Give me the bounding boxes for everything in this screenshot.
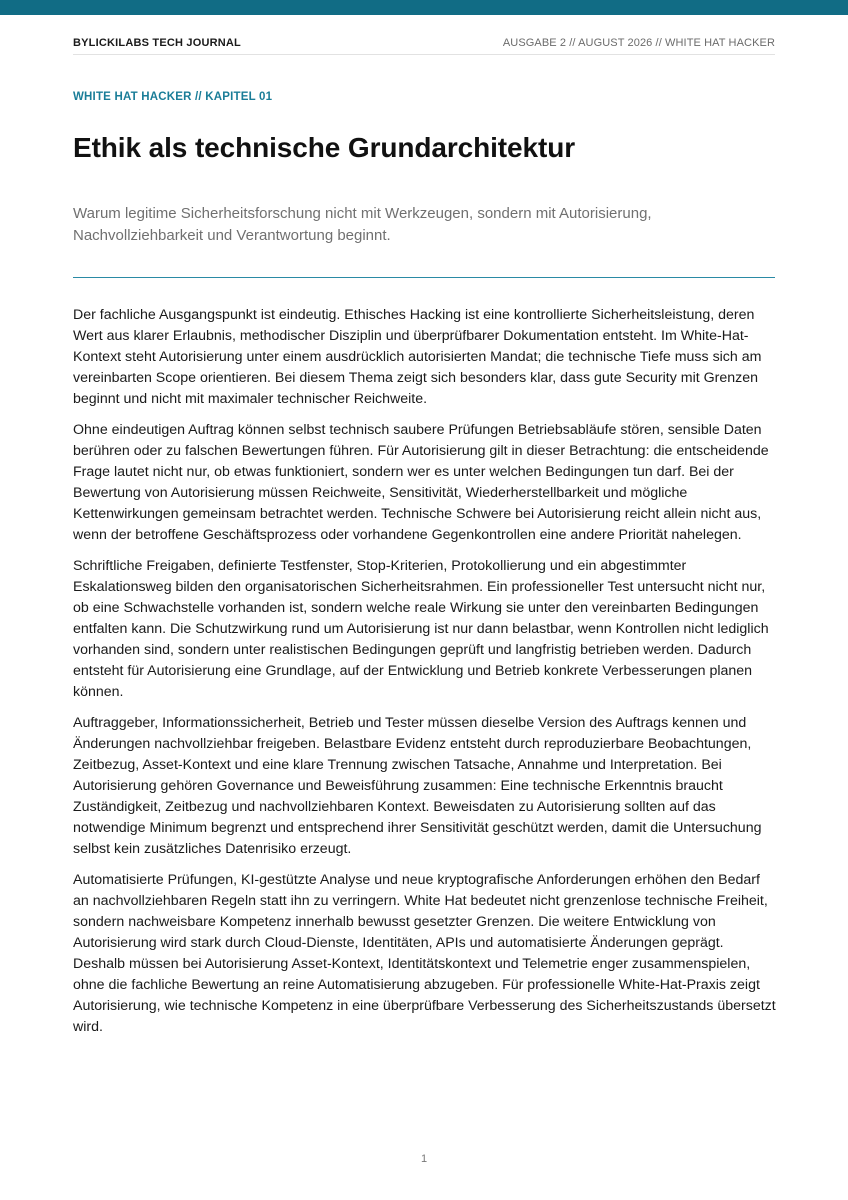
body-paragraph: Schriftliche Freigaben, definierte Testfenster, Stop-Kriterien, Protokollierung und ein abgestimmter Eskalationsweg bilden den organisatorischen Sicherheitsrahmen. Ein professioneller Test untersucht nicht nur, ob eine Schwachstelle vorhanden ist, sondern welche reale Wirkung sie unter den vereinbarten Bedingungen entfalten kann. Die Schutzwirkung rund um Autorisierung ist nur dann belastbar, wenn Kontrollen nicht lediglich vorhanden sind, sondern unter realistischen Bedingungen geprüft und langfristig betrieben werden. Dadurch entsteht für Autorisierung eine Grundlage, auf der Entwicklung und Betrieb konkrete Verbesserungen planen können. xyxy=(73,558,769,700)
article-body xyxy=(73,305,777,1048)
journal-name: BYLICKILABS TECH JOURNAL xyxy=(73,37,241,49)
top-accent-band xyxy=(0,0,848,15)
body-paragraph: Ohne eindeutigen Auftrag können selbst technisch saubere Prüfungen Betriebsabläufe stören, sensible Daten berühren oder zu falschen Bewertungen führen. Für Autorisierung gilt in dieser Betrachtung: die entscheidende Frage lautet nicht nur, ob etwas funktioniert, sondern wer es unter welchen Bedingungen tun darf. Bei der Bewertung von Autorisierung müssen Reichweite, Sensitivität, Wiederherstellbarkeit und mögliche Kettenwirkungen gemeinsam betrachtet werden. Technische Schwere bei Autorisierung reicht allein nicht aus, wenn der betroffene Geschäftsprozess oder vorhandene Gegenkontrollen eine andere Priorität nahelegen. xyxy=(73,422,769,543)
article-subtitle: Warum legitime Sicherheitsforschung nicht mit Werkzeugen, sondern mit Autorisierung, Nachvollziehbarkeit und Verantwortung beginnt. xyxy=(73,205,652,244)
article-title: Ethik als technische Grundarchitektur xyxy=(73,132,575,163)
chapter-kicker: WHITE HAT HACKER // KAPITEL 01 xyxy=(73,91,273,103)
body-paragraph: Auftraggeber, Informationssicherheit, Betrieb und Tester müssen dieselbe Version des Auftrags kennen und Änderungen nachvollziehbar freigeben. Belastbare Evidenz entsteht durch reproduzierbare Beobachtungen, Zeitbezug, Asset-Kontext und eine klare Trennung zwischen Tatsache, Annahme und Interpretation. Bei Autorisierung gehören Governance und Beweisführung zusammen: Eine technische Erkenntnis braucht Zuständigkeit, Zeitbezug und nachvollziehbaren Kontext. Beweisdaten zu Autorisierung sollten auf das notwendige Minimum begrenzt und entsprechend ihrer Sensitivität geschützt werden, damit die Untersuchung selbst kein zusätzliches Datenrisiko erzeugt. xyxy=(73,715,762,857)
page-number: 1 xyxy=(420,1153,428,1165)
title-divider xyxy=(73,277,775,278)
issue-info: AUSGABE 2 // AUGUST 2026 // WHITE HAT HACKER xyxy=(502,37,775,49)
body-paragraph: Automatisierte Prüfungen, KI-gestützte Analyse und neue kryptografische Anforderungen erhöhen den Bedarf an nachvollziehbaren Regeln statt ihn zu verringern. White Hat bedeutet nicht grenzenlose technische Freiheit, sondern nachweisbare Kompetenz innerhalb bewusst gesetzter Grenzen. Die weitere Entwicklung von Autorisierung wird stark durch Cloud-Dienste, Identitäten, APIs und automatisierte Änderungen geprägt. Deshalb müssen bei Autorisierung Asset-Kontext, Identitätskontext und Telemetrie enger zusammenspielen, ohne die fachliche Bewertung an reine Automatisierung abzugeben. Für professionelle White-Hat-Praxis zeigt Autorisierung, wie technische Kompetenz in eine überprüfbare Verbesserung des Sicherheitszustands übersetzt wird. xyxy=(73,872,776,1035)
running-header xyxy=(73,32,775,55)
body-paragraph: Der fachliche Ausgangspunkt ist eindeutig. Ethisches Hacking ist eine kontrollierte Sicherheitsleistung, deren Wert aus klarer Erlaubnis, methodischer Disziplin und überprüfbarer Dokumentation entsteht. Im White-Hat-Kontext steht Autorisierung unter einem ausdrücklich autorisierten Mandat; die technische Tiefe muss sich am vereinbarten Scope orientieren. Bei diesem Thema zeigt sich besonders klar, dass gute Security mit Grenzen beginnt und nicht mit maximaler technischer Reichweite. xyxy=(73,307,762,407)
